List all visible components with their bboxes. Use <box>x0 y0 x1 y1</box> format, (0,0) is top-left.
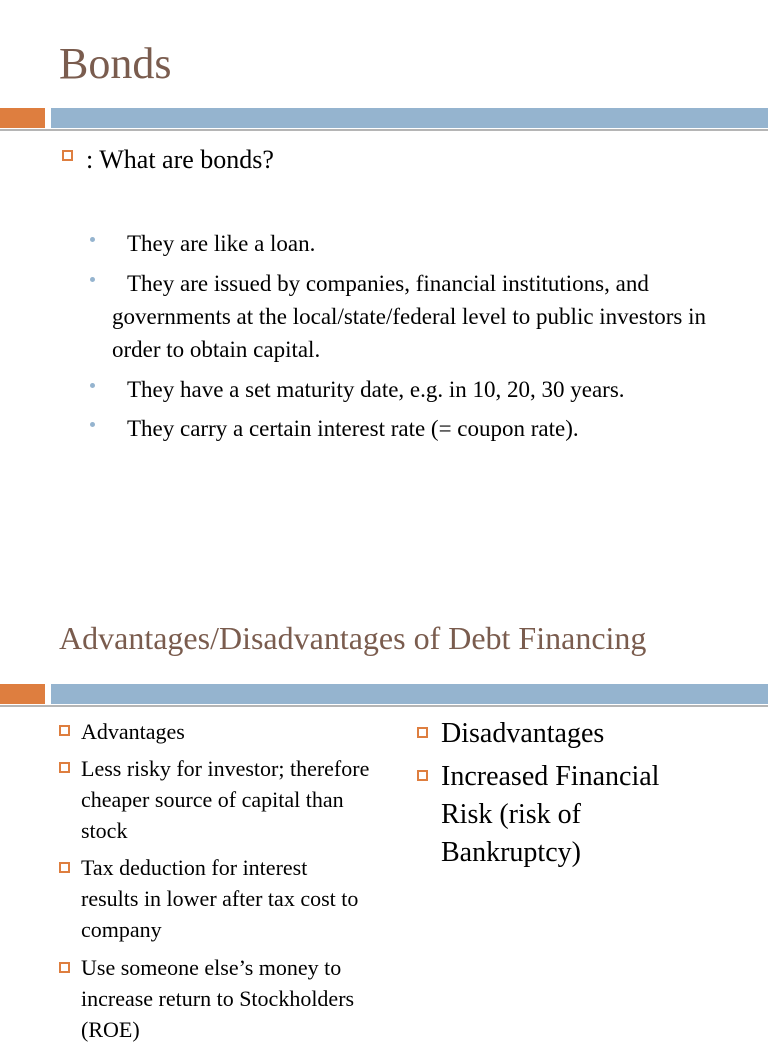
band-rule <box>0 705 768 707</box>
square-bullet-icon <box>62 150 73 161</box>
advantages-heading: Advantages <box>81 719 185 744</box>
square-bullet-icon <box>59 762 70 773</box>
advantage-item: Use someone else’s money to increase return to Stockholders (ROE) <box>81 955 355 1042</box>
disadvantage-item: Increased Financial Risk (risk of Bankruptcy) <box>441 761 660 868</box>
slide-debt-financing <box>0 580 768 1042</box>
bullet-item: They are like a loan. <box>127 231 316 256</box>
band-blue-bar <box>51 684 768 704</box>
disadvantages-heading: Disadvantages <box>441 718 605 749</box>
square-bullet-icon <box>59 725 70 736</box>
advantage-item: Tax deduction for interest results in lower after tax cost to company <box>81 855 359 942</box>
square-bullet-icon <box>59 962 70 973</box>
dot-bullet-icon <box>90 383 95 388</box>
band-orange-block <box>0 108 45 128</box>
bullet-item: They carry a certain interest rate (= coupon rate). <box>127 416 579 441</box>
slide-title: Bonds <box>59 39 172 88</box>
bullet-item: They have a set maturity date, e.g. in 10, 20, 30 years. <box>127 377 625 402</box>
header-band <box>0 682 768 706</box>
band-orange-block <box>0 684 45 704</box>
dot-bullet-icon <box>90 237 95 242</box>
dot-bullet-icon <box>90 277 95 282</box>
dot-bullet-icon <box>90 422 95 427</box>
slide-title: Advantages/Disadvantages of Debt Financing <box>59 620 647 656</box>
square-bullet-icon <box>417 727 428 738</box>
bullet-item: They are issued by companies, financial institutions, and governments at the local/state/federal level to public investors in order to obtain capital. <box>112 271 706 362</box>
question-text: : What are bonds? <box>86 145 274 174</box>
advantage-item: Less risky for investor; therefore cheaper source of capital than stock <box>81 756 370 843</box>
header-band <box>0 106 768 130</box>
band-rule <box>0 129 768 131</box>
band-blue-bar <box>51 108 768 128</box>
square-bullet-icon <box>417 770 428 781</box>
square-bullet-icon <box>59 862 70 873</box>
